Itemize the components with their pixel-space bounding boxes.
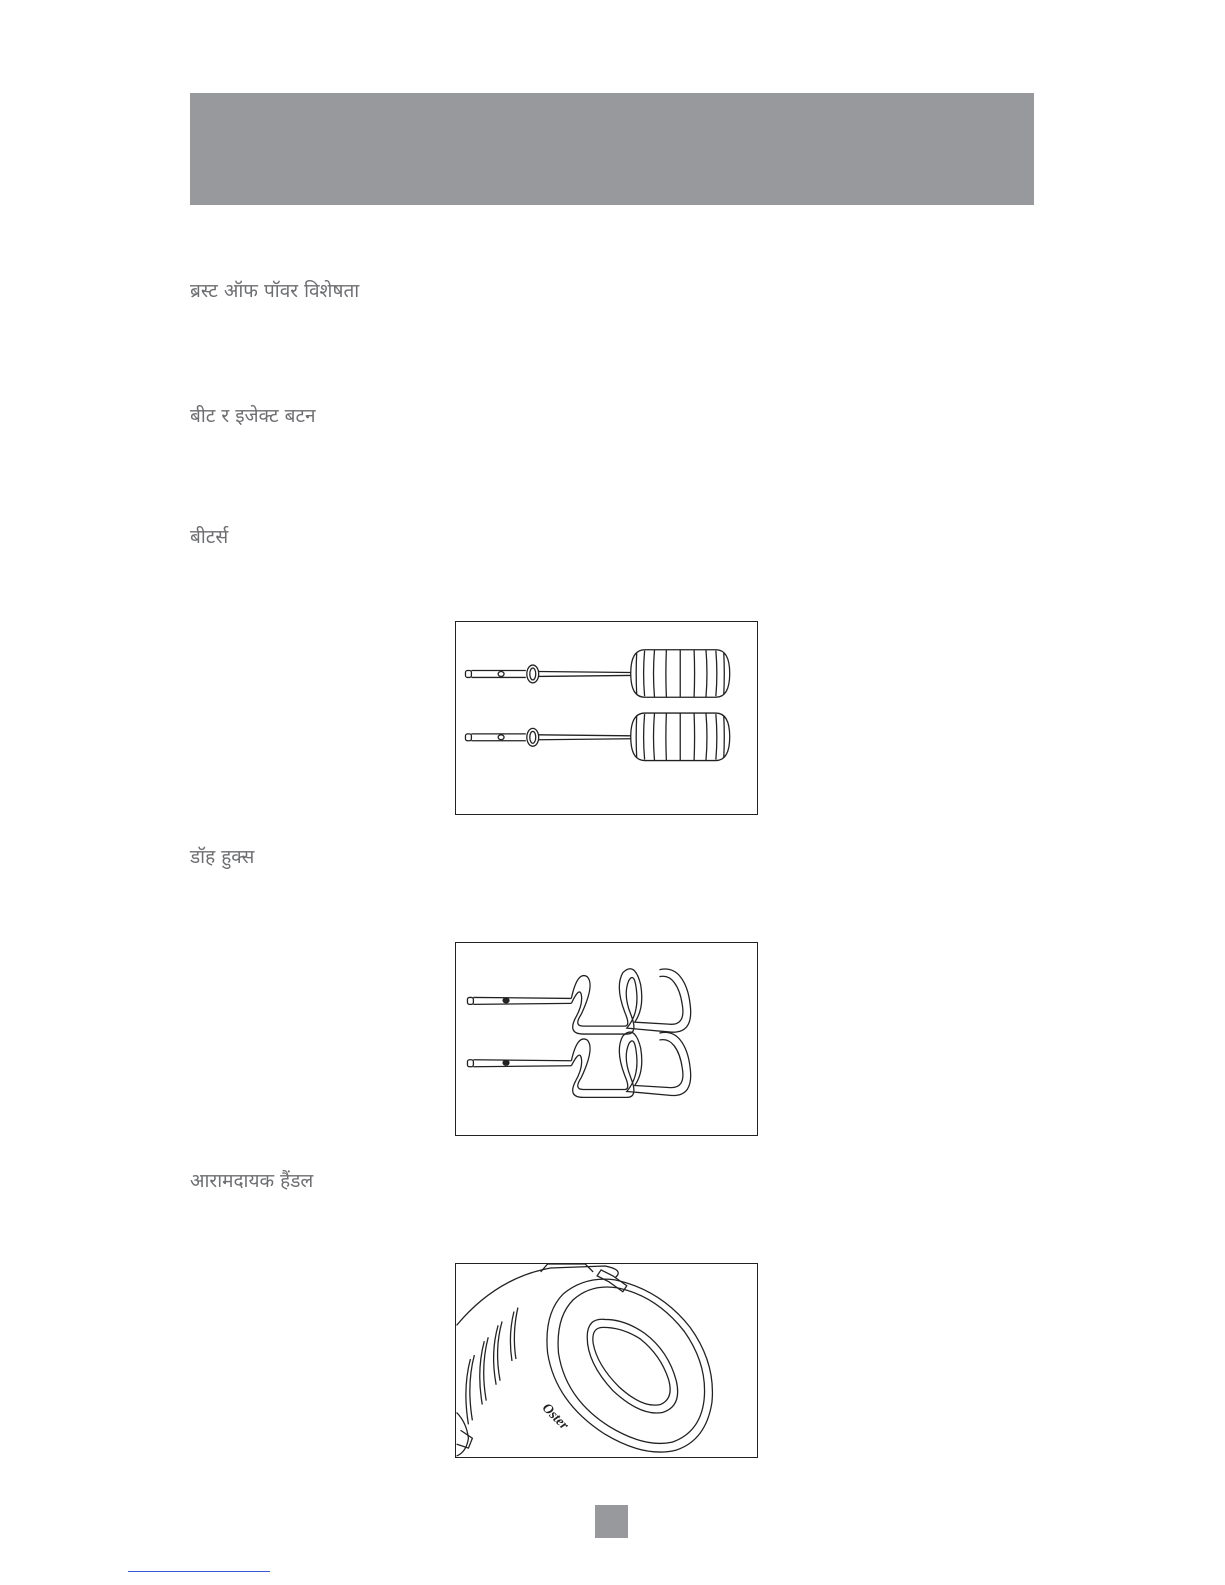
- dough-hooks-figure: [455, 942, 758, 1136]
- heading-beaters: बीटर्स: [190, 526, 229, 548]
- handle-grip-panel: [587, 1319, 677, 1413]
- dough-hook-bottom: [467, 1032, 690, 1097]
- page-number-box: [595, 1505, 628, 1538]
- vent-slot-1: [514, 1308, 518, 1359]
- vent-slot-3: [484, 1337, 489, 1400]
- beater-bottom: [465, 713, 729, 761]
- header-band: [190, 93, 1034, 205]
- vent-slot-2: [498, 1321, 503, 1380]
- beaters-figure: [455, 621, 758, 815]
- heading-comfort-handle: आरामदायक हैंडल: [190, 1170, 314, 1192]
- beaters-illustration: [456, 622, 757, 814]
- comfort-handle-illustration: [456, 1264, 757, 1457]
- comfort-handle-figure: [455, 1263, 758, 1458]
- heading-burst-of-power: ब्रस्ट ऑफ पॉवर विशेषता: [190, 280, 360, 302]
- heading-beater-eject-button: बीट र इजेक्ट बटन: [190, 405, 316, 427]
- beater-top: [465, 650, 729, 698]
- dough-hook-top: [467, 969, 690, 1034]
- oster-logo-text: Oster: [539, 1400, 572, 1433]
- dough-hooks-illustration: [456, 943, 757, 1135]
- heading-dough-hooks: डॉह हुक्स: [190, 846, 255, 868]
- handle-outline: [547, 1279, 712, 1452]
- footer-link-underline[interactable]: [128, 1571, 270, 1572]
- mixer-body-outline: [457, 1266, 619, 1325]
- vent-slot-4: [470, 1355, 475, 1420]
